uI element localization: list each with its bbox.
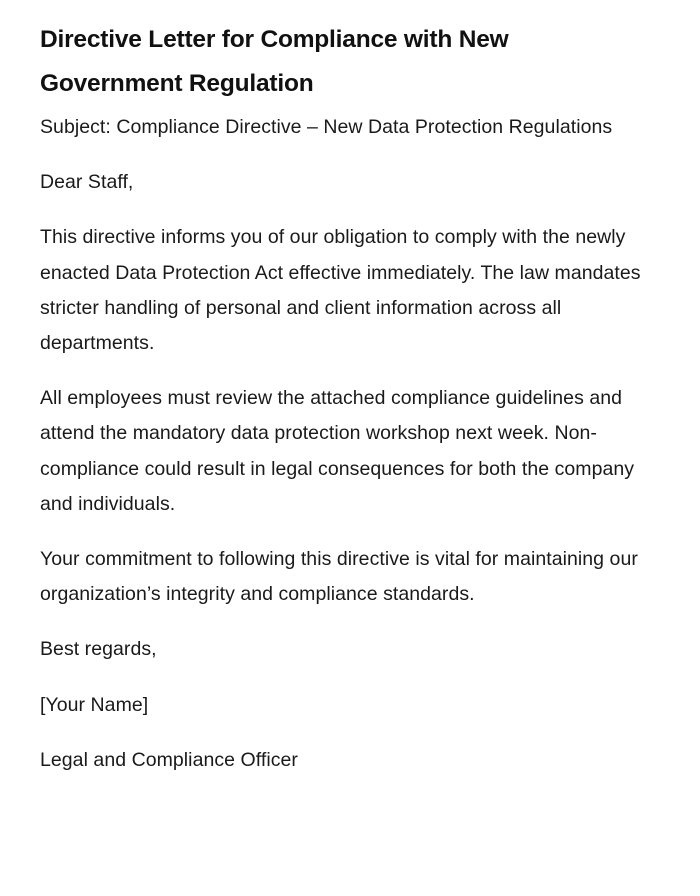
letter-paragraph-2: All employees must review the attached compliance guidelines and attend the mandatory data protection workshop next week. Non-compliance could result in legal consequences for both the company and individuals. — [40, 387, 635, 515]
letter-paragraph-1: This directive informs you of our obligation to comply with the newly enacted Data Protection Act effective immediately. The law mandates stricter handling of personal and client information across all departments. — [40, 226, 641, 355]
letter-document — [40, 18, 650, 778]
letter-subject: Subject: Compliance Directive – New Data Protection Regulations — [40, 116, 613, 138]
letter-greeting: Dear Staff, — [40, 171, 134, 194]
letter-closing: Best regards, — [40, 638, 157, 661]
signature-name: [Your Name] — [40, 693, 149, 716]
letter-title: Directive Letter for Compliance with New Government Regulation — [40, 26, 509, 97]
letter-paragraph-3: Your commitment to following this directive is vital for maintaining our organization’s integrity and compliance standards. — [40, 548, 638, 606]
signature-title: Legal and Compliance Officer — [40, 748, 298, 771]
